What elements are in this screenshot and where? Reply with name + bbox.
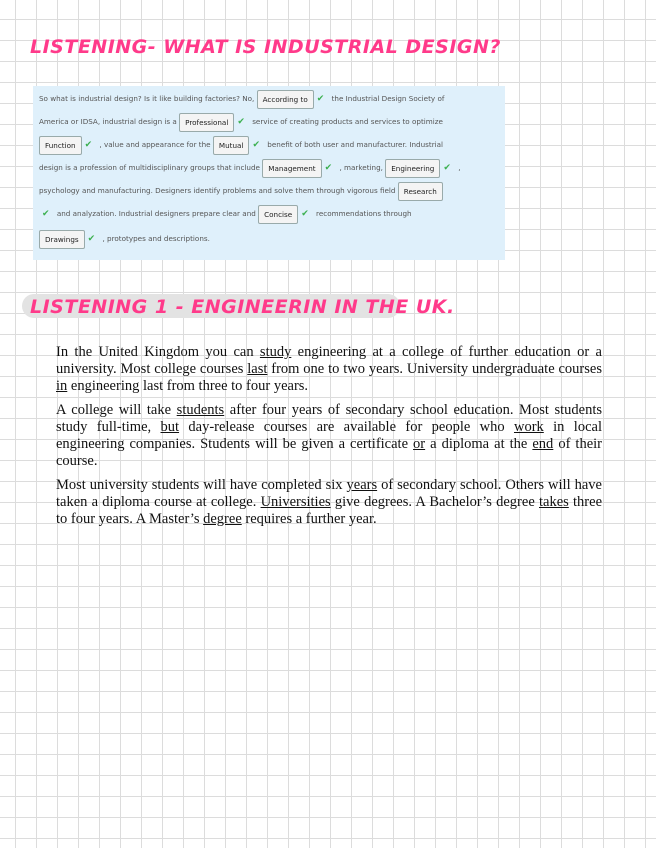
exercise-text: psychology and manufacturing. Designers identify problems and solve them through vigorous field xyxy=(39,186,396,195)
text: engineering at a college of further education or a university. Most college courses xyxy=(56,344,602,377)
exercise-text: service of creating products and services to optimize xyxy=(252,117,443,126)
text: of secondary school. Others will have taken a diploma course at college. xyxy=(56,477,602,510)
text: Most university students will have completed six xyxy=(56,477,347,493)
text: after four years of secondary school education. Most students study full-time, xyxy=(56,402,602,435)
text: A college will take xyxy=(56,402,177,418)
check-icon: ✔ xyxy=(252,140,260,150)
exercise-text: , value and appearance for the xyxy=(99,140,211,149)
exercise-line-4 xyxy=(39,158,461,178)
section-heading-industrial-design: LISTENING- WHAT IS INDUSTRIAL DESIGN? xyxy=(30,36,501,58)
exercise-text: recommendations through xyxy=(316,209,412,218)
exercise-text: , xyxy=(458,163,461,172)
answer-box[interactable]: Engineering xyxy=(385,159,440,178)
underlined-word: or xyxy=(413,436,426,452)
paragraph-2 xyxy=(56,402,602,470)
exercise-text: benefit of both user and manufacturer. Industrial xyxy=(267,140,444,149)
check-icon: ✔ xyxy=(87,234,96,244)
exercise-text: So what is industrial design? Is it like building factories? No, xyxy=(39,94,255,103)
check-icon: ✔ xyxy=(84,140,93,150)
reading-passage xyxy=(56,344,602,535)
exercise-text: , prototypes and descriptions. xyxy=(102,234,210,243)
underlined-word: takes xyxy=(539,494,569,510)
text: day-release courses are available for people who xyxy=(179,419,514,435)
exercise-line-2 xyxy=(39,112,443,132)
text: a diploma at the xyxy=(425,436,533,452)
exercise-line-6 xyxy=(39,204,412,224)
exercise-line-3 xyxy=(39,135,443,155)
exercise-text: and analyzation. Industrial designers prepare clear and xyxy=(56,209,256,218)
answer-box[interactable]: Function xyxy=(39,136,82,155)
answer-box[interactable]: Professional xyxy=(179,113,234,132)
text: three to four years. A Master’s xyxy=(56,494,603,527)
underlined-word: work xyxy=(513,419,544,435)
text: requires a further year. xyxy=(241,511,377,527)
check-icon: ✔ xyxy=(316,94,325,104)
answer-box[interactable]: According to xyxy=(257,90,314,109)
exercise-line-1 xyxy=(39,89,444,109)
underlined-word: degree xyxy=(203,511,242,527)
check-icon: ✔ xyxy=(42,209,50,219)
exercise-text: , marketing, xyxy=(339,163,383,172)
exercise-line-5 xyxy=(39,181,443,201)
text: give degrees. A Bachelor’s degree xyxy=(330,494,539,510)
answer-box[interactable]: Concise xyxy=(258,205,298,224)
text: In the United Kingdom you can xyxy=(56,344,260,360)
text: from one to two years. University undergraduate courses xyxy=(267,361,602,377)
answer-box[interactable]: Management xyxy=(262,159,321,178)
underlined-word: end xyxy=(532,436,554,452)
underlined-word: students xyxy=(176,402,225,418)
text: of their course. xyxy=(56,436,603,469)
check-icon: ✔ xyxy=(443,163,451,173)
paragraph-1 xyxy=(56,344,602,395)
underlined-word: Universities xyxy=(260,494,331,510)
exercise-text: design is a profession of multidisciplinary groups that include xyxy=(39,163,260,172)
exercise-text: America or IDSA, industrial design is a xyxy=(39,117,177,126)
check-icon: ✔ xyxy=(301,209,309,219)
underlined-word: study xyxy=(259,344,292,360)
text: in local engineering companies. Students will be given a certificate xyxy=(56,419,602,452)
exercise-line-7 xyxy=(39,229,210,249)
answer-box[interactable]: Mutual xyxy=(213,136,250,155)
underlined-word: last xyxy=(247,361,268,377)
underlined-word: but xyxy=(160,419,180,435)
fill-in-exercise xyxy=(33,86,505,260)
text: engineering last from three to four years. xyxy=(67,378,309,394)
check-icon: ✔ xyxy=(324,163,333,173)
exercise-text: the Industrial Design Society of xyxy=(331,94,445,103)
underlined-word: in xyxy=(56,378,68,394)
answer-box[interactable]: Drawings xyxy=(39,230,85,249)
answer-box[interactable]: Research xyxy=(398,182,443,201)
paragraph-3 xyxy=(56,477,602,528)
section-heading-engineering-uk: LISTENING 1 - ENGINEERIN IN THE UK. xyxy=(30,296,455,318)
underlined-word: years xyxy=(346,477,378,493)
check-icon: ✔ xyxy=(237,117,245,127)
